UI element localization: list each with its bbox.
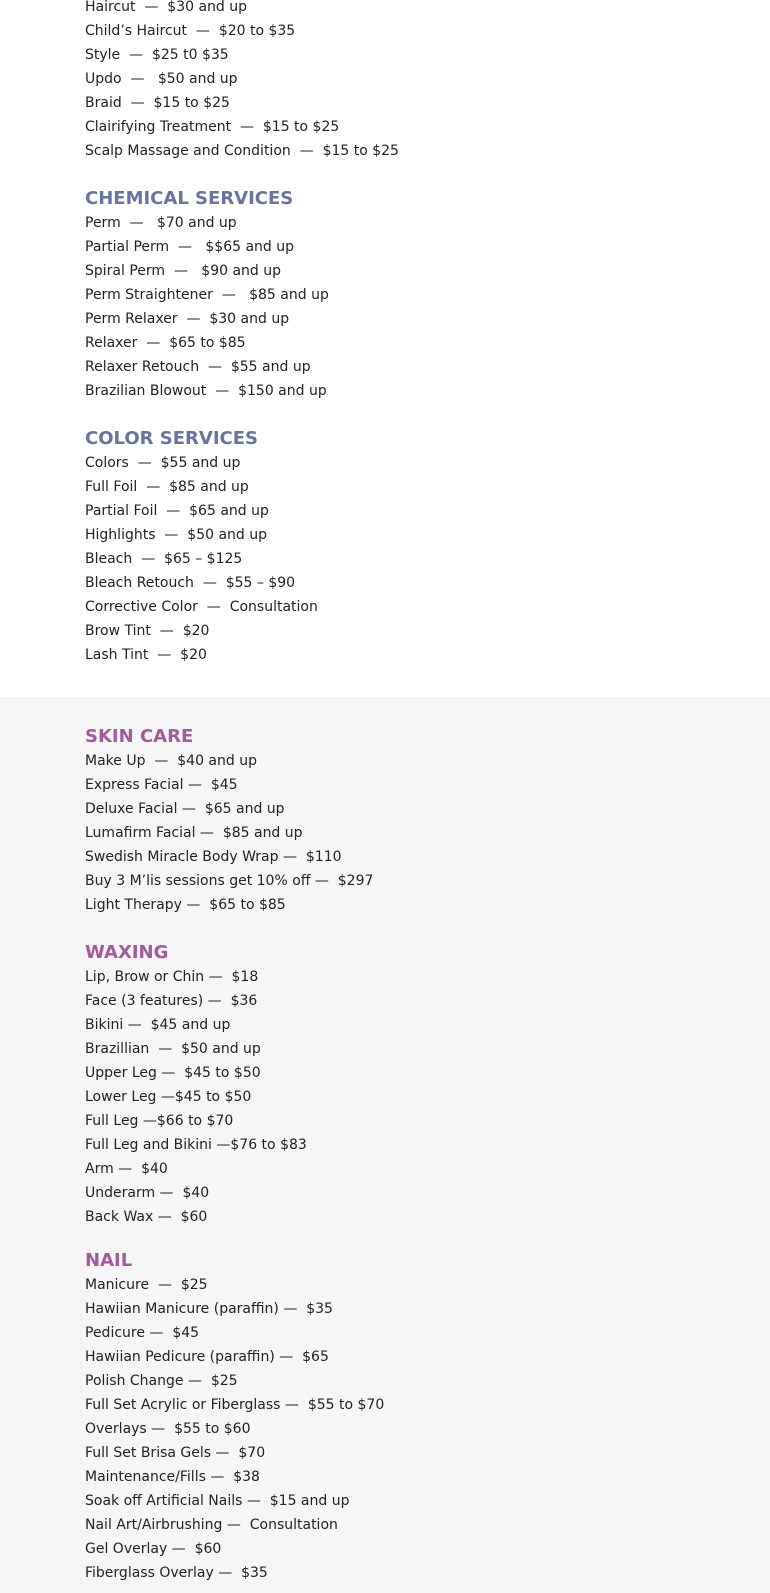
list-item: Full Set Brisa Gels — $70 <box>85 1445 266 1461</box>
section-heading-skin-care: SKIN CARE <box>85 726 194 747</box>
section-heading-chemical-services: CHEMICAL SERVICES <box>85 188 294 209</box>
list-item: Full Leg and Bikini —$76 to $83 <box>85 1137 307 1153</box>
list-item: Highlights — $50 and up <box>85 527 268 543</box>
list-item: Perm — $70 and up <box>85 215 237 231</box>
chemical-services-block <box>85 187 329 403</box>
skin-care-block <box>85 725 373 917</box>
list-item: Polish Change — $25 <box>85 1373 238 1389</box>
waxing-block <box>85 941 307 1229</box>
nail-block <box>85 1249 384 1585</box>
list-item: Full Foil — $85 and up <box>85 479 249 495</box>
color-services-block <box>85 427 318 667</box>
list-item: Gel Overlay — $60 <box>85 1541 222 1557</box>
skin-care-list <box>85 749 373 917</box>
list-item: Hawiian Manicure (paraffin) — $35 <box>85 1301 333 1317</box>
list-item: Overlays — $55 to $60 <box>85 1421 251 1437</box>
chemical-services-list <box>85 211 329 403</box>
list-item: Underarm — $40 <box>85 1185 210 1201</box>
list-item: Scalp Massage and Condition — $15 to $25 <box>85 143 399 159</box>
list-item: Make Up — $40 and up <box>85 753 257 769</box>
list-item: Corrective Color — Consultation <box>85 599 318 615</box>
hair-services-list <box>85 0 399 163</box>
list-item: Clairifying Treatment — $15 to $25 <box>85 119 340 135</box>
list-item: Relaxer — $65 to $85 <box>85 335 246 351</box>
list-item: Upper Leg — $45 to $50 <box>85 1065 261 1081</box>
list-item: Braid — $15 to $25 <box>85 95 230 111</box>
color-services-list <box>85 451 318 667</box>
list-item: Brazilian Blowout — $150 and up <box>85 383 327 399</box>
list-item: Bikini — $45 and up <box>85 1017 231 1033</box>
list-item: Pedicure — $45 <box>85 1325 200 1341</box>
list-item: Maintenance/Fills — $38 <box>85 1469 260 1485</box>
list-item: Lip, Brow or Chin — $18 <box>85 969 259 985</box>
list-item: Back Wax — $60 <box>85 1209 208 1225</box>
list-item: Bleach Retouch — $55 – $90 <box>85 575 296 591</box>
list-item: Buy 3 M’lis sessions get 10% off — $297 <box>85 873 374 889</box>
list-item: Brow Tint — $20 <box>85 623 210 639</box>
list-item: Swedish Miracle Body Wrap — $110 <box>85 849 342 865</box>
list-item: Face (3 features) — $36 <box>85 993 258 1009</box>
list-item: Child’s Haircut — $20 to $35 <box>85 23 296 39</box>
waxing-list <box>85 965 307 1229</box>
list-item: Partial Foil — $65 and up <box>85 503 269 519</box>
skin-wax-nail-section <box>0 697 770 1593</box>
list-item: Express Facial — $45 <box>85 777 238 793</box>
list-item: Full Set Acrylic or Fiberglass — $55 to $70 <box>85 1397 385 1413</box>
hair-chemical-color-section <box>0 0 770 697</box>
list-item: Relaxer Retouch — $55 and up <box>85 359 311 375</box>
list-item: Haircut — $30 and up <box>85 0 248 15</box>
list-item: Colors — $55 and up <box>85 455 241 471</box>
list-item: Soak off Artificial Nails — $15 and up <box>85 1493 350 1509</box>
list-item: Style — $25 t0 $35 <box>85 47 229 63</box>
list-item: Perm Relaxer — $30 and up <box>85 311 290 327</box>
list-item: Hawiian Pedicure (paraffin) — $65 <box>85 1349 329 1365</box>
list-item: Fiberglass Overlay — $35 <box>85 1565 268 1581</box>
list-item: Bleach — $65 – $125 <box>85 551 243 567</box>
list-item: Light Therapy — $65 to $85 <box>85 897 286 913</box>
list-item: Brazillian — $50 and up <box>85 1041 261 1057</box>
list-item: Nail Art/Airbrushing — Consultation <box>85 1517 338 1533</box>
list-item: Arm — $40 <box>85 1161 168 1177</box>
list-item: Full Leg —$66 to $70 <box>85 1113 234 1129</box>
list-item: Manicure — $25 <box>85 1277 208 1293</box>
list-item: Lumafirm Facial — $85 and up <box>85 825 303 841</box>
hair-services-block <box>85 0 399 163</box>
section-heading-color-services: COLOR SERVICES <box>85 428 258 449</box>
list-item: Lash Tint — $20 <box>85 647 207 663</box>
section-heading-waxing: WAXING <box>85 942 169 963</box>
list-item: Deluxe Facial — $65 and up <box>85 801 285 817</box>
list-item: Spiral Perm — $90 and up <box>85 263 282 279</box>
list-item: Updo — $50 and up <box>85 71 238 87</box>
nail-list <box>85 1273 384 1585</box>
list-item: Lower Leg —$45 to $50 <box>85 1089 252 1105</box>
list-item: Perm Straightener — $85 and up <box>85 287 329 303</box>
list-item: Partial Perm — $$65 and up <box>85 239 295 255</box>
section-heading-nail: NAIL <box>85 1250 133 1271</box>
